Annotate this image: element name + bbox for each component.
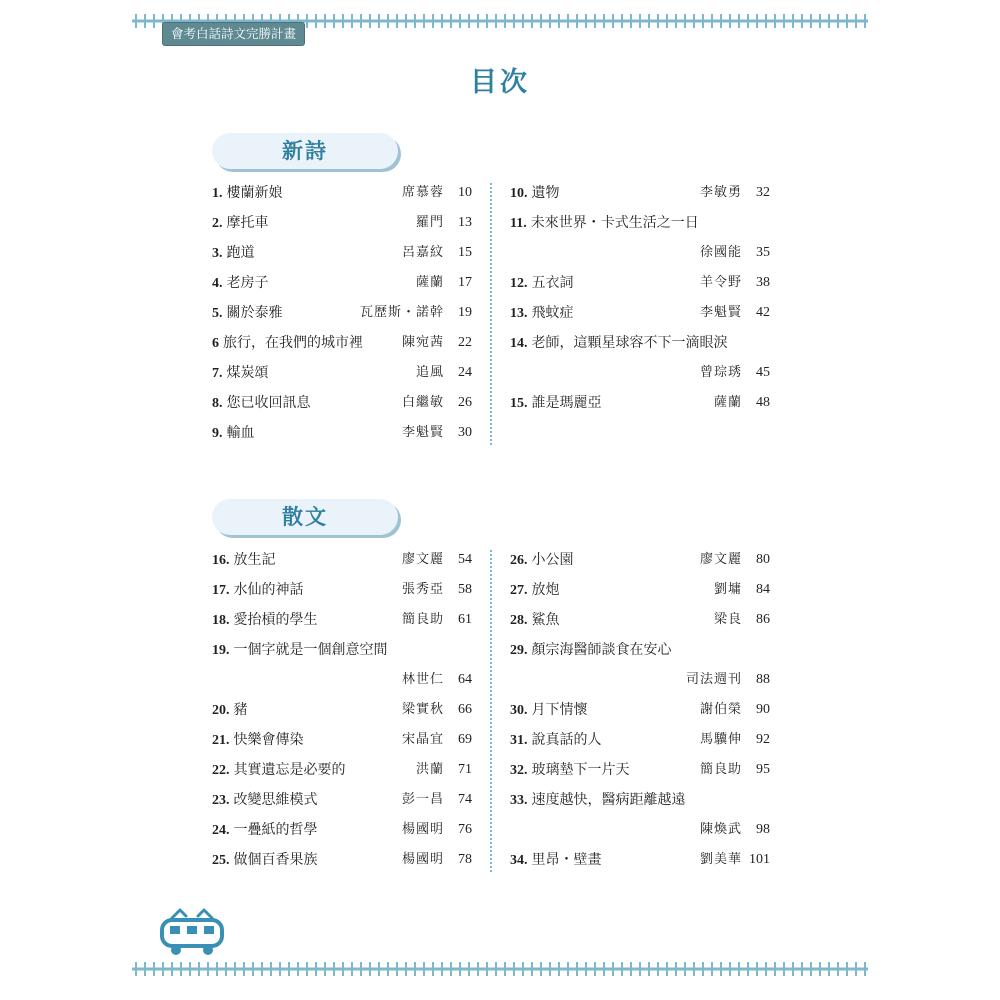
toc-entry (212, 359, 472, 389)
toc-entry-title-text: 輸血 (226, 425, 255, 441)
toc-entry-title (212, 702, 248, 719)
toc-entry-page-number: 95 (756, 762, 770, 777)
toc-entry-page-number: 32 (756, 185, 770, 200)
toc-entry (510, 329, 770, 359)
toc-entry (510, 726, 770, 756)
toc-entry-title-text: 摩托車 (226, 215, 269, 231)
toc-entry (510, 209, 770, 239)
toc-entry-author: 追風 (415, 365, 444, 380)
toc-entry-title-text: 跑道 (226, 245, 255, 261)
toc-entry (510, 756, 770, 786)
toc-entry-author: 洪蘭 (415, 762, 444, 777)
toc-entry-page-number: 66 (458, 702, 472, 717)
toc-entry-title (212, 335, 363, 352)
toc-column-poetry-left (212, 179, 472, 449)
toc-entry-number: 17. (212, 583, 230, 598)
toc-entry-continuation (510, 359, 770, 389)
toc-entry-number: 5. (212, 306, 223, 321)
toc-entry-title (510, 275, 574, 292)
toc-entry (212, 419, 472, 449)
toc-entry-author: 李敏勇 (699, 185, 742, 200)
toc-entry-title (510, 395, 602, 412)
toc-entry-title (212, 185, 283, 202)
toc-entry-number: 27. (510, 583, 528, 598)
toc-entry-number: 19. (212, 643, 230, 658)
toc-entry-title (212, 792, 318, 809)
toc-entry-title (510, 185, 560, 202)
toc-entry-title (510, 215, 699, 232)
page-title: 目次 (470, 67, 530, 98)
toc-entry-title (212, 642, 388, 659)
toc-entry-page-number: 90 (756, 702, 770, 717)
toc-entry-page-number: 71 (458, 762, 472, 777)
toc-entry-number: 31. (510, 733, 528, 748)
toc-entry-title-text: 豬 (233, 702, 248, 718)
toc-entry-title-text: 煤炭頌 (226, 365, 269, 381)
toc-entry-number: 14. (510, 336, 528, 351)
toc-entry-title (510, 852, 602, 869)
toc-entry-title (212, 365, 269, 382)
toc-entry-title-text: 水仙的神話 (233, 582, 304, 598)
toc-entry-author: 羊令野 (699, 275, 742, 290)
toc-entry-author: 薩蘭 (713, 395, 742, 410)
toc-entry (212, 209, 472, 239)
toc-entry-title (510, 642, 672, 659)
toc-entry (212, 389, 472, 419)
toc-entry-title (212, 395, 311, 412)
toc-entry-title-text: 關於泰雅 (226, 305, 283, 321)
toc-entry-number: 28. (510, 613, 528, 628)
toc-entry-page-number: 61 (458, 612, 472, 627)
toc-entry-page-number: 30 (458, 425, 472, 440)
toc-entry-author: 梁良 (713, 612, 742, 627)
toc-entry-title-text: 小公園 (531, 552, 574, 568)
toc-entry-title (212, 552, 276, 569)
toc-entry-author: 陳煥武 (699, 822, 742, 837)
toc-entry-number: 3. (212, 246, 223, 261)
toc-entry-page-number: 35 (756, 245, 770, 260)
toc-entry-number: 26. (510, 553, 528, 568)
toc-entry-author: 李魁賢 (699, 305, 742, 320)
toc-entry-page-number: 86 (756, 612, 770, 627)
series-title-tag: 會考白話詩文完勝計畫 (162, 22, 305, 46)
toc-entry (212, 546, 472, 576)
toc-entry-author: 李魁賢 (401, 425, 444, 440)
toc-entry-title-text: 說真話的人 (531, 732, 602, 748)
section-heading-poetry: 新詩 (212, 133, 398, 169)
toc-entry-continuation (510, 666, 770, 696)
toc-entry-title (510, 762, 630, 779)
toc-entry (212, 269, 472, 299)
toc-entry-page-number: 84 (756, 582, 770, 597)
toc-entry-title-text: 里昂・壁畫 (531, 852, 602, 868)
toc-entry (510, 786, 770, 816)
toc-entry-title (212, 215, 269, 232)
toc-entry-page-number: 69 (458, 732, 472, 747)
train-icon (158, 908, 226, 956)
toc-entry-title-text: 快樂會傳染 (233, 732, 304, 748)
toc-entry-number: 20. (212, 703, 230, 718)
toc-entry (212, 816, 472, 846)
toc-entry (212, 636, 472, 666)
toc-entry-title (212, 275, 269, 292)
toc-entry-title-text: 速度越快，醫病距離越遠 (531, 792, 686, 808)
toc-entry-page-number: 26 (458, 395, 472, 410)
toc-entry-number: 9. (212, 426, 223, 441)
toc-entry-title (212, 672, 216, 689)
toc-entry-number: 11. (510, 216, 527, 231)
toc-entry (510, 299, 770, 329)
toc-entry-author: 曾琮琇 (699, 365, 742, 380)
toc-entry-page-number: 80 (756, 552, 770, 567)
toc-entry-title (510, 612, 560, 629)
toc-entry-number: 4. (212, 276, 223, 291)
toc-entry-author: 薩蘭 (415, 275, 444, 290)
toc-entry-page-number: 92 (756, 732, 770, 747)
toc-entry-number: 29. (510, 643, 528, 658)
toc-entry-author: 司法週刊 (685, 672, 742, 687)
toc-entry-number: 1. (212, 186, 223, 201)
toc-entry-title-text: 月下情懷 (531, 702, 588, 718)
toc-entry (510, 269, 770, 299)
toc-entry-author: 劉墉 (713, 582, 742, 597)
toc-entry-title-text: 您已收回訊息 (226, 395, 311, 411)
toc-entry-number: 30. (510, 703, 528, 718)
toc-entry-number: 13. (510, 306, 528, 321)
toc-entry-author: 宋晶宜 (401, 732, 444, 747)
toc-entry-title-text: 老師，這顆星球容不下一滴眼淚 (531, 335, 728, 351)
toc-entry-title-text: 改變思維模式 (233, 792, 318, 808)
toc-entry-title (510, 582, 560, 599)
toc-entry-title (510, 732, 602, 749)
toc-entry-title (510, 702, 588, 719)
toc-entry-title (212, 305, 283, 322)
toc-entry (212, 696, 472, 726)
toc-entry-author: 羅門 (415, 215, 444, 230)
toc-entry-number: 22. (212, 763, 230, 778)
toc-entry-title-text: 誰是瑪麗亞 (531, 395, 602, 411)
toc-column-poetry-right (510, 179, 770, 419)
toc-entry-title (212, 582, 304, 599)
toc-column-prose-right (510, 546, 770, 876)
toc-entry-number: 33. (510, 793, 528, 808)
toc-entry-title-text: 一疊紙的哲學 (233, 822, 318, 838)
toc-entry-author: 劉美華 (699, 852, 742, 867)
toc-entry-page-number: 42 (756, 305, 770, 320)
toc-entry-author: 彭一昌 (401, 792, 444, 807)
toc-entry (212, 846, 472, 876)
toc-entry-page-number: 19 (458, 305, 472, 320)
toc-entry-author: 梁實秋 (401, 702, 444, 717)
toc-column-prose-left (212, 546, 472, 876)
toc-entry-number: 6 (212, 336, 219, 351)
toc-entry-number: 7. (212, 366, 223, 381)
toc-entry-author: 林世仁 (401, 672, 444, 687)
toc-entry (510, 636, 770, 666)
toc-entry-page-number: 22 (458, 335, 472, 350)
toc-entry-title (510, 822, 514, 839)
toc-entry-number: 2. (212, 216, 223, 231)
toc-entry-title (212, 612, 318, 629)
toc-entry-title-text: 做個百香果族 (233, 852, 318, 868)
toc-entry-page-number: 76 (458, 822, 472, 837)
toc-entry-page-number: 98 (756, 822, 770, 837)
toc-entry-page-number: 78 (458, 852, 472, 867)
toc-entry-author: 馬驥伸 (699, 732, 742, 747)
toc-entry (212, 786, 472, 816)
toc-entry-number: 10. (510, 186, 528, 201)
toc-entry-number: 16. (212, 553, 230, 568)
toc-entry-title (510, 552, 574, 569)
toc-entry-author: 楊國明 (401, 852, 444, 867)
toc-entry-title-text: 老房子 (226, 275, 269, 291)
toc-entry-number: 15. (510, 396, 528, 411)
column-divider (490, 183, 492, 445)
toc-entry-number: 32. (510, 763, 528, 778)
toc-entry-title-text: 鯊魚 (531, 612, 560, 628)
toc-entry-title (212, 245, 255, 262)
toc-entry-title-text: 未來世界・卡式生活之一日 (530, 215, 699, 231)
toc-entry-author: 白繼敏 (401, 395, 444, 410)
toc-entry-author: 簡良助 (401, 612, 444, 627)
toc-entry-author: 廖文麗 (401, 552, 444, 567)
toc-entry (212, 179, 472, 209)
toc-entry-title (510, 672, 514, 689)
toc-entry-number: 25. (212, 853, 230, 868)
toc-entry-page-number: 10 (458, 185, 472, 200)
toc-entry (212, 299, 472, 329)
toc-entry-title-text: 旅行，在我們的城市裡 (223, 335, 363, 351)
toc-entry-author: 陳宛茜 (401, 335, 444, 350)
toc-entry-author: 廖文麗 (699, 552, 742, 567)
toc-entry-title (212, 852, 318, 869)
toc-entry-page-number: 38 (756, 275, 770, 290)
toc-entry-number: 12. (510, 276, 528, 291)
toc-entry-title-text: 放生記 (233, 552, 276, 568)
toc-entry-page-number: 13 (458, 215, 472, 230)
toc-entry (510, 179, 770, 209)
toc-entry-title-text: 樓蘭新娘 (226, 185, 283, 201)
toc-entry-number: 21. (212, 733, 230, 748)
toc-entry-title-text: 遺物 (531, 185, 560, 201)
toc-entry-title-text: 顏宗海醫師談食在安心 (531, 642, 672, 658)
toc-entry (510, 546, 770, 576)
toc-entry-page-number: 45 (756, 365, 770, 380)
toc-entry-title (510, 792, 686, 809)
toc-entry (510, 696, 770, 726)
toc-entry-title-text: 飛蚊症 (531, 305, 574, 321)
toc-entry-number: 24. (212, 823, 230, 838)
toc-entry-page-number: 101 (749, 852, 770, 867)
toc-entry-title (510, 305, 574, 322)
toc-entry-page-number: 17 (458, 275, 472, 290)
toc-entry-continuation (510, 239, 770, 269)
toc-entry-title-text: 其實遺忘是必要的 (233, 762, 346, 778)
toc-entry-author: 席慕蓉 (401, 185, 444, 200)
toc-entry-number: 18. (212, 613, 230, 628)
toc-entry-title-text: 放炮 (531, 582, 560, 598)
toc-entry (510, 606, 770, 636)
toc-entry-title (212, 425, 255, 442)
toc-entry-title-text: 五衣詞 (531, 275, 574, 291)
toc-entry-author: 謝伯榮 (699, 702, 742, 717)
toc-entry (212, 756, 472, 786)
toc-entry-page-number: 54 (458, 552, 472, 567)
toc-entry (510, 846, 770, 876)
section-heading-prose: 散文 (212, 499, 398, 535)
toc-entry (212, 329, 472, 359)
toc-entry-page-number: 15 (458, 245, 472, 260)
toc-entry-page-number: 74 (458, 792, 472, 807)
toc-entry-page-number: 64 (458, 672, 472, 687)
toc-entry-title-text: 愛抬槓的學生 (233, 612, 318, 628)
toc-entry-title (510, 335, 728, 352)
toc-entry-title (510, 245, 514, 262)
toc-entry-title (510, 365, 514, 382)
toc-entry (212, 606, 472, 636)
toc-entry-title-text: 玻璃墊下一片天 (531, 762, 630, 778)
toc-entry (212, 726, 472, 756)
toc-entry (510, 576, 770, 606)
toc-entry-title (212, 822, 318, 839)
toc-entry-author: 徐國能 (699, 245, 742, 260)
toc-entry-author: 呂嘉紋 (401, 245, 444, 260)
toc-entry (510, 389, 770, 419)
toc-entry-author: 瓦歷斯・諾幹 (359, 305, 444, 320)
column-divider (490, 550, 492, 872)
toc-entry (212, 239, 472, 269)
toc-entry-page-number: 48 (756, 395, 770, 410)
toc-entry-page-number: 88 (756, 672, 770, 687)
toc-entry-continuation (510, 816, 770, 846)
toc-entry-author: 簡良助 (699, 762, 742, 777)
toc-entry-number: 23. (212, 793, 230, 808)
toc-entry-title (212, 762, 346, 779)
bottom-rail-decoration (132, 958, 868, 980)
toc-entry-author: 楊國明 (401, 822, 444, 837)
toc-entry (212, 576, 472, 606)
toc-entry-author: 張秀亞 (401, 582, 444, 597)
toc-entry-page-number: 24 (458, 365, 472, 380)
toc-entry-continuation (212, 666, 472, 696)
toc-entry-number: 34. (510, 853, 528, 868)
toc-entry-title (212, 732, 304, 749)
toc-entry-page-number: 58 (458, 582, 472, 597)
toc-entry-number: 8. (212, 396, 223, 411)
toc-entry-title-text: 一個字就是一個創意空間 (233, 642, 388, 658)
